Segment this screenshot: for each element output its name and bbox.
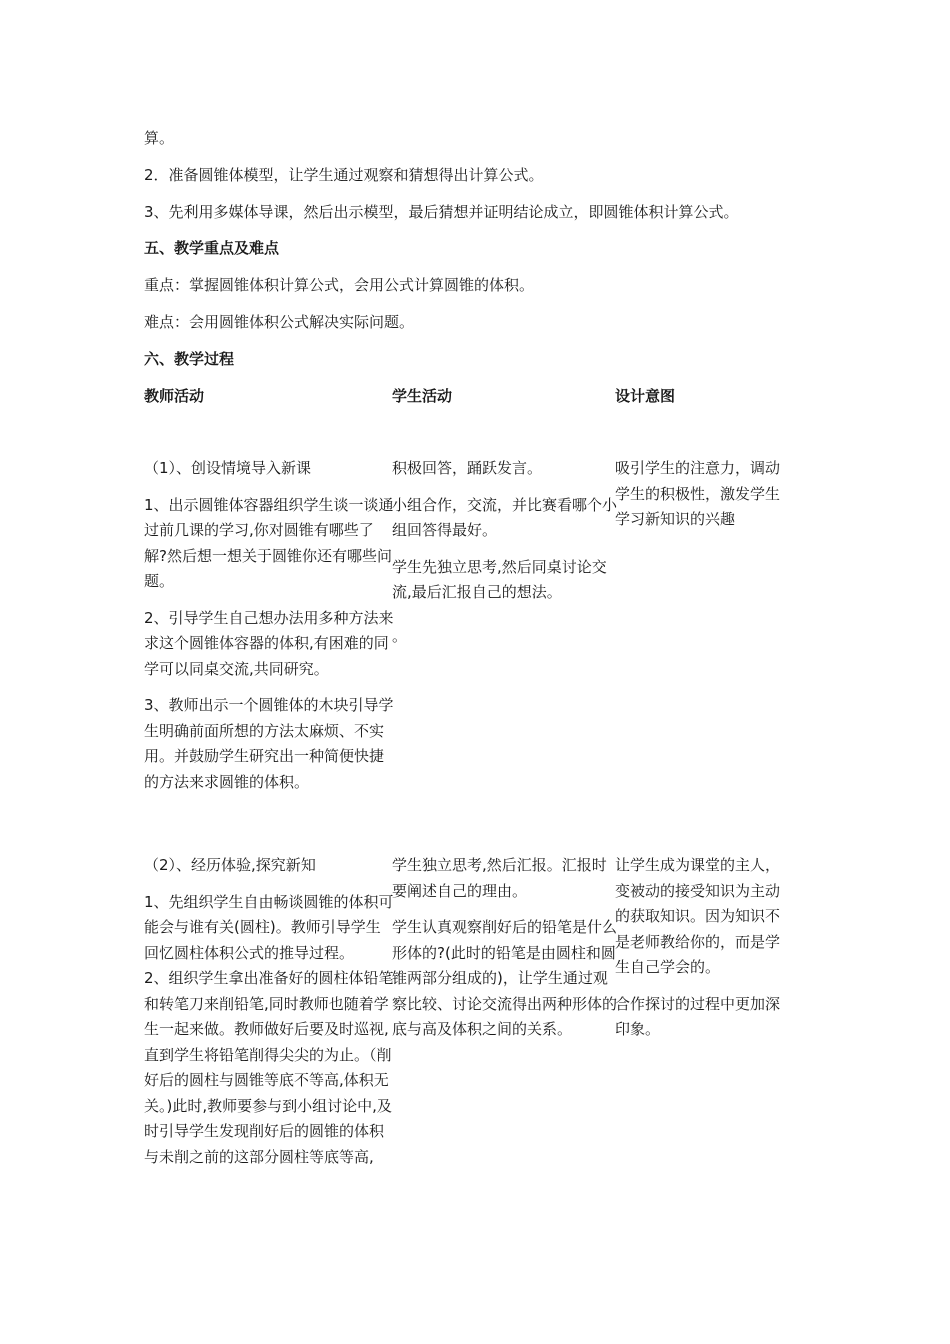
part2-teacher-title: （2）、经历体验,探究新知 — [144, 856, 316, 874]
part1-student-4: 。 — [392, 626, 408, 645]
part1-teacher-step3: 3、教师出示一个圆锥体的木块引导学生明确前面所想的方法太麻烦、不实用。并鼓励学生研究出一种简便快捷的方法来求圆锥的体积。 — [144, 696, 394, 791]
part2-teacher-step2: 2、组织学生拿出准备好的圆柱体铅笔和转笔刀来削铅笔,同时教师也随着学生一起来做。教师做好后要及时巡视,直到学生将铅笔削得尖尖的为止。（削好后的圆柱与圆锥等底不等高,体积无关。)此时,教师要参与到小组讨论中,及时引导学生发现削好后的圆锥的体积与未削之前的这部分圆柱等底等高, — [144, 969, 394, 1166]
part2-intent-2: 合作探讨的过程中更加深印象。 — [615, 994, 781, 1038]
key-point: 重点：掌握圆锥体积计算公式，会用公式计算圆锥的体积。 — [144, 276, 535, 294]
part1-intent-column — [615, 456, 785, 544]
part1-student-3: 学生先独立思考,然后同桌讨论交流,最后汇报自己的想法。 — [392, 557, 607, 601]
part1-student-1: 积极回答，踊跃发言。 — [392, 459, 543, 477]
section5-heading: 五、教学重点及难点 — [144, 239, 280, 257]
difficulty: 难点：会用圆锥体积公式解决实际问题。 — [144, 313, 415, 331]
section6-heading: 六、教学过程 — [144, 350, 235, 368]
intro-line-1: 算。 — [144, 129, 175, 147]
part1-teacher-column — [144, 456, 394, 806]
part2-intent-column — [615, 853, 785, 1054]
intro-line-2: 2．准备圆锥体模型，让学生通过观察和猜想得出计算公式。 — [144, 166, 544, 184]
part2-student-2: 学生认真观察削好后的铅笔是什么形体的?(此时的铅笔是由圆柱和圆锥两部分组成的)，让学生通过观察比较、讨论交流得出两种形体的底与高及体积之间的关系。 — [392, 918, 618, 1038]
part2-teacher-column — [144, 853, 394, 1170]
part1-teacher-title: （1）、创设情境导入新课 — [144, 459, 312, 477]
column-header-intent: 设计意图 — [615, 387, 676, 405]
part1-teacher-step1: 1、出示圆锥体容器组织学生谈一谈通过前几课的学习,你对圆锥有哪些了解?然后想一想关于圆锥你还有哪些问题。 — [144, 495, 394, 590]
part2-intent-1: 让学生成为课堂的主人，变被动的接受知识为主动的获取知识。因为知识不是老师教给你的，而是学生自己学会的。 — [615, 856, 781, 976]
part2-teacher-step1: 1、先组织学生自由畅谈圆锥的体积可能会与谁有关(圆柱)。教师引导学生回忆圆柱体积公式的推导过程。 — [144, 892, 394, 962]
column-header-student: 学生活动 — [392, 387, 453, 405]
column-header-teacher: 教师活动 — [144, 387, 205, 405]
intro-line-3: 3、先利用多媒体导课，然后出示模型，最后猜想并证明结论成立，即圆锥体积计算公式。 — [144, 203, 739, 221]
part1-teacher-step2: 2、引导学生自己想办法用多种方法来求这个圆锥体容器的体积,有困难的同学可以同桌交流,共同研究。 — [144, 608, 394, 678]
part2-student-column — [392, 853, 617, 1054]
part2-student-1: 学生独立思考,然后汇报。汇报时要阐述自己的理由。 — [392, 856, 607, 900]
part1-student-2: 小组合作，交流，并比赛看哪个小组回答得最好。 — [392, 495, 618, 539]
part1-intent-1: 吸引学生的注意力，调动学生的积极性，激发学生学习新知识的兴趣 — [615, 459, 781, 528]
part1-student-column — [392, 456, 617, 660]
